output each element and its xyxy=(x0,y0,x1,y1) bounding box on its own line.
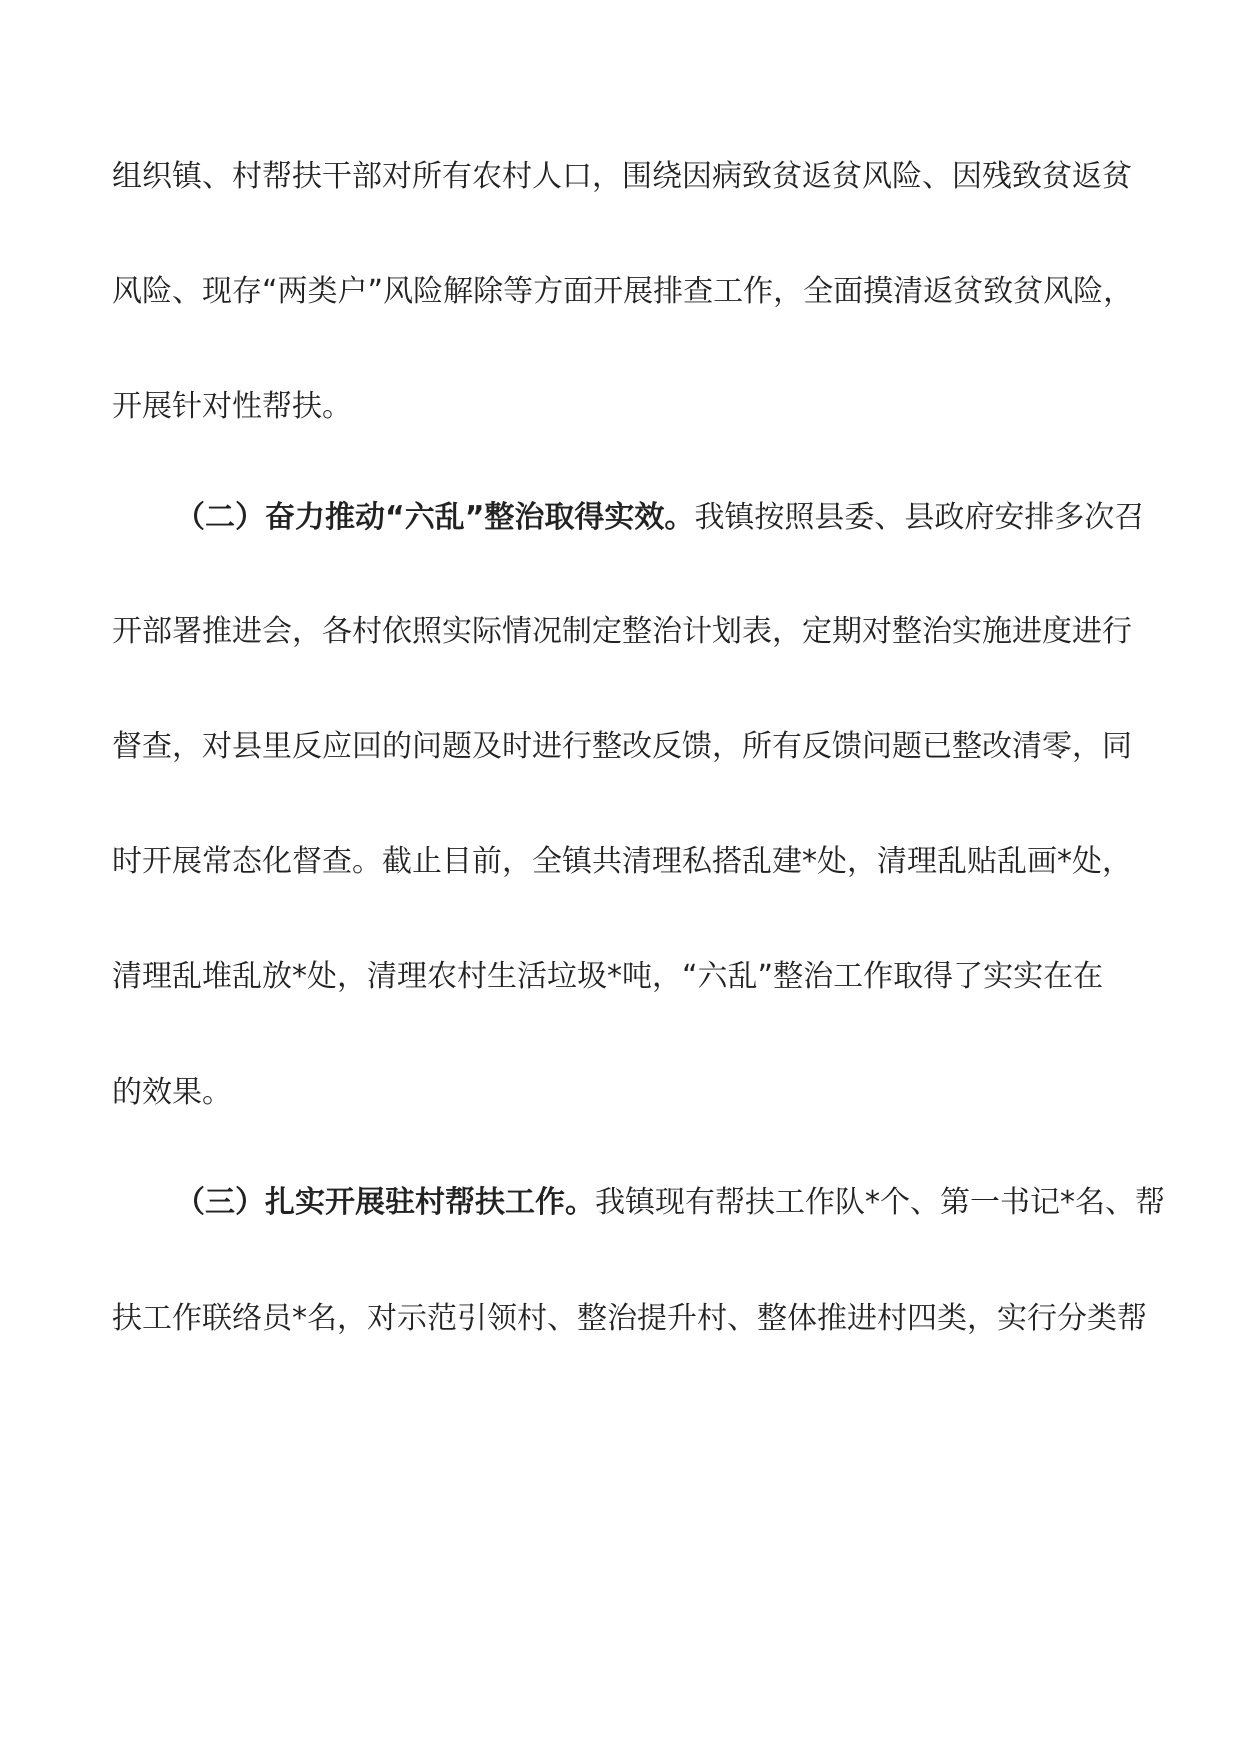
paragraph-3-first-line-text: 我镇现有帮扶工作队*个、第一书记*名、帮 xyxy=(595,1185,1165,1220)
paragraph-3-line-2: 扶工作联络员*名，对示范引领村、整治提升村、整体推进村四类，实行分类帮 xyxy=(112,1301,1147,1336)
paragraph-3-heading: （三）扎实开展驻村帮扶工作。 xyxy=(175,1185,595,1220)
paragraph-3-line-1 xyxy=(175,1181,1165,1225)
paragraph-2-first-line-text: 我镇按照县委、县政府安排多次召 xyxy=(694,500,1145,535)
paragraph-2-line-1 xyxy=(175,496,1144,540)
paragraph-1-line-1: 组织镇、村帮扶干部对所有农村人口，围绕因病致贫返贫风险、因残致贫返贫 xyxy=(112,159,1132,194)
paragraph-2-heading: （二）奋力推动“六乱”整治取得实效。 xyxy=(175,500,695,535)
paragraph-1-line-2: 风险、现存“两类户”风险解除等方面开展排查工作，全面摸清返贫致贫风险， xyxy=(112,274,1134,309)
paragraph-2-line-6: 的效果。 xyxy=(112,1075,232,1110)
paragraph-2-line-3: 督查，对县里反应回的问题及时进行整改反馈，所有反馈问题已整改清零，同 xyxy=(112,729,1132,764)
paragraph-2-line-5: 清理乱堆乱放*处，清理农村生活垃圾*吨，“六乱”整治工作取得了实实在在 xyxy=(112,959,1104,994)
paragraph-1-line-3: 开展针对性帮扶。 xyxy=(112,389,352,424)
paragraph-2-line-4: 时开展常态化督查。截止目前，全镇共清理私搭乱建*处，清理乱贴乱画*处， xyxy=(112,844,1132,879)
paragraph-2-line-2: 开部署推进会，各村依照实际情况制定整治计划表，定期对整治实施进度进行 xyxy=(112,614,1132,649)
